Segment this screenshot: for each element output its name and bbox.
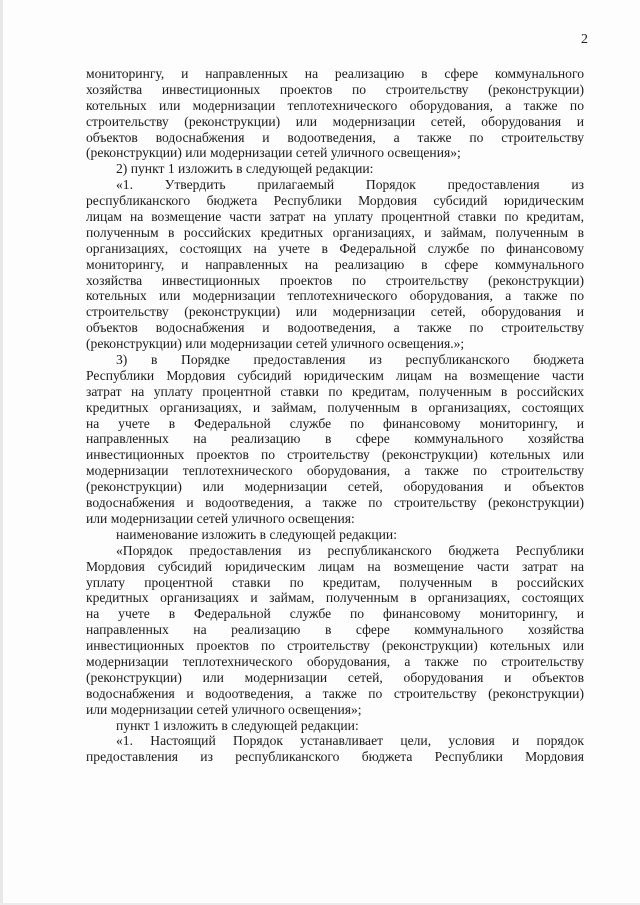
text-line: на учете в Федеральной службе по финансовому мониторингу, и <box>86 415 584 431</box>
text-line: мониторингу, и направленных на реализацию в сфере коммунального <box>86 256 584 272</box>
text-line: «1. Утвердить прилагаемый Порядок предоставления из <box>116 177 584 193</box>
text-line: наименование изложить в следующей редакции: <box>116 526 397 542</box>
text-line: котельных или модернизации теплотехнического оборудования, а также по <box>86 288 584 304</box>
text-line: на учете в Федеральной службе по финансовому мониторингу, и <box>86 606 584 622</box>
text-line: Республики Мордовия субсидий юридическим лицам на возмещение части <box>86 367 584 383</box>
text-line: или модернизации сетей уличного освещения»; <box>86 701 362 717</box>
text-line: уплату процентной ставки по кредитам, полученным в российских <box>86 574 584 590</box>
text-line: объектов водоснабжения и водоотведения, а также по строительству <box>86 320 584 336</box>
text-line: полученным в российских кредитных организациях, и займам, полученным в <box>86 224 584 240</box>
text-line: 3) в Порядке предоставления из республиканского бюджета <box>116 352 584 368</box>
text-line: «Порядок предоставления из республиканского бюджета Республики <box>116 542 584 558</box>
text-line: инвестиционных проектов по строительству (реконструкции) котельных или <box>86 447 584 463</box>
text-line: строительству (реконструкции) или модернизации сетей, оборудования и <box>86 304 584 320</box>
page-number: 2 <box>581 32 588 47</box>
text-line: инвестиционных проектов по строительству (реконструкции) котельных или <box>86 638 584 654</box>
text-line: Мордовия субсидий юридическим лицам на возмещение части затрат на <box>86 558 584 574</box>
text-line: модернизации теплотехнического оборудования, а также по строительству <box>86 463 584 479</box>
text-line: предоставления из республиканского бюджета Республики Мордовия <box>86 749 584 765</box>
text-line: (реконструкции) или модернизации сетей уличного освещения.»; <box>86 336 465 352</box>
text-line: хозяйства инвестиционных проектов по строительству (реконструкции) <box>86 81 584 97</box>
text-line: 2) пункт 1 изложить в следующей редакции: <box>116 161 374 177</box>
text-line: водоснабжения и водоотведения, а также по строительству (реконструкции) <box>86 685 584 701</box>
text-line: объектов водоснабжения и водоотведения, а также по строительству <box>86 129 584 145</box>
text-line: республиканского бюджета Республики Мордовия субсидий юридическим <box>86 193 584 209</box>
text-line: (реконструкции) или модернизации сетей, оборудования и объектов <box>86 669 584 685</box>
text-line: котельных или модернизации теплотехнического оборудования, а также по <box>86 97 584 113</box>
text-line: или модернизации сетей уличного освещения: <box>86 510 355 526</box>
text-line: затрат на уплату процентной ставки по кредитам, полученным в российских <box>86 383 584 399</box>
text-line: направленных на реализацию в сфере коммунального хозяйства <box>86 622 584 638</box>
text-line: строительству (реконструкции) или модернизации сетей, оборудования и <box>86 113 584 129</box>
text-line: организациях, состоящих на учете в Федеральной службе по финансовому <box>86 240 584 256</box>
text-line: водоснабжения и водоотведения, а также по строительству (реконструкции) <box>86 495 584 511</box>
scan-edge-shadow <box>0 0 3 905</box>
text-line: пункт 1 изложить в следующей редакции: <box>116 717 359 733</box>
text-line: (реконструкции) или модернизации сетей уличного освещения»; <box>86 145 461 161</box>
text-line: направленных на реализацию в сфере коммунального хозяйства <box>86 431 584 447</box>
text-line: лицам на возмещение части затрат на уплату процентной ставки по кредитам, <box>86 209 584 225</box>
text-line: мониторингу, и направленных на реализацию в сфере коммунального <box>86 66 584 81</box>
text-line: кредитных организациях и займам, полученным в организациях, состоящих <box>86 590 584 606</box>
text-line: (реконструкции) или модернизации сетей, оборудования и объектов <box>86 479 584 495</box>
text-line: кредитных организациях, и займам, полученным в организациях, состоящих <box>86 399 584 415</box>
document-body <box>86 66 584 765</box>
text-line: хозяйства инвестиционных проектов по строительству (реконструкции) <box>86 272 584 288</box>
text-line: модернизации теплотехнического оборудования, а также по строительству <box>86 653 584 669</box>
text-line: «1. Настоящий Порядок устанавливает цели, условия и порядок <box>116 733 584 749</box>
